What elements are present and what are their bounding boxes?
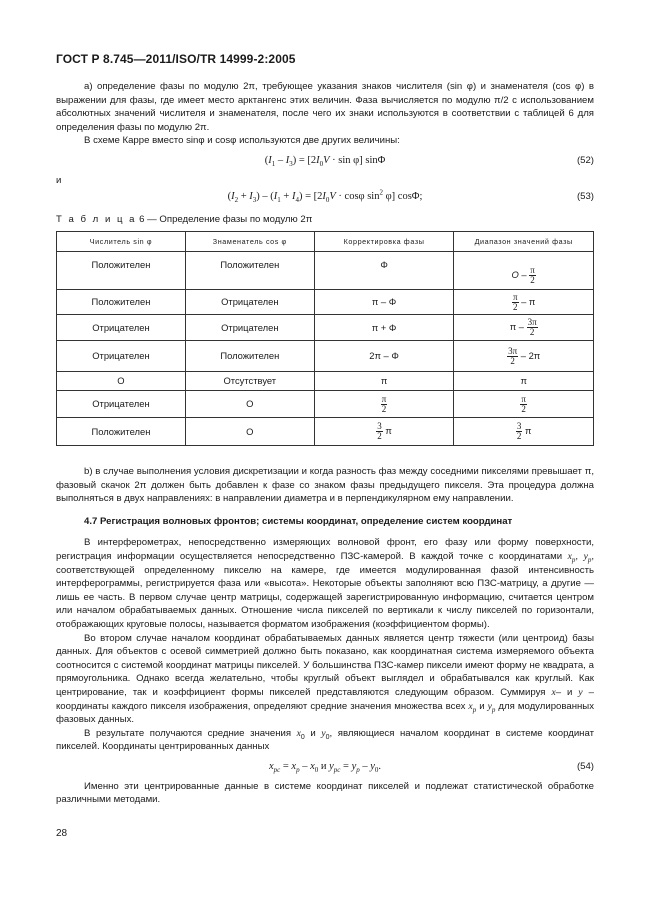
cell-num: Отрицателен xyxy=(57,391,186,418)
cell-range: π – $\frac{3\pi}{2}$ xyxy=(454,315,594,341)
cell-corr: π – Φ xyxy=(314,290,454,315)
cell-num: Положителен xyxy=(57,418,186,446)
cell-den: Отсутствует xyxy=(185,372,314,391)
paragraph-2: Во втором случае началом координат обрабатываемых данных является центр тяжести (или центроид) базы данных. Для объектов с осевой симметрией должно быть показано, как координатная система измеряемого объекта соотносится с системой координат матрицы пикселей. У большинства ПЗС-камер пиксели имеют форму не квадрата, а прямоугольника. Однако всегда желательно, чтобы круглый объект выглядел и обрабатывался как круглый. Как центрирование, так и коэффициент формы пикселей представляются следующим образом. Суммируя x– и y – координаты каждого пикселя изображения, определяют средние значения множества всех $x_p$ и $y_p$ для модулированных фазовых данных. xyxy=(56,632,594,726)
table-caption-word: Т а б л и ц а xyxy=(56,213,137,225)
cell-den: Положителен xyxy=(185,341,314,372)
para2-text-end: для модулированных фазовых данных. xyxy=(56,700,594,726)
paragraph-carre: В схеме Карре вместо sinφ и cosφ используются две других величины: xyxy=(84,135,400,147)
para3-text-start: В результате получаются средние значения xyxy=(84,727,297,739)
cell-range: O – $\frac{\pi}{2}$ xyxy=(454,252,594,290)
cell-num: Отрицателен xyxy=(57,315,186,341)
content-top xyxy=(56,80,594,446)
equation-53-number: (53) xyxy=(576,190,594,202)
conjunction: и xyxy=(56,174,62,186)
paragraph-b: b) в случае выполнения условия дискретизации и когда разность фаз между соседними пикселями превышает π, фазовый скачок 2π должен быть добавлен к фазе со знаком фазы предыдущего пикселя. Эта процедура должна выполняться в двух направлениях: в направлении диаметра и в перпендикулярном ему направлении. xyxy=(56,466,594,505)
paragraph-3: В результате получаются средние значения $x_0$ и $y_0$, являющиеся началом координат в системе координат пикселей. Координаты центрированных данных xyxy=(56,727,594,753)
section-title: 4.7 Регистрация волновых фронтов; системы координат, определение систем координат xyxy=(84,515,513,527)
page-number: 28 xyxy=(56,828,68,839)
para2-text-mid2: – координаты каждого пикселя изображения, определяют средние значения множества всех xyxy=(56,686,594,712)
cell-range: $\frac{\pi}{2}$ xyxy=(454,391,594,418)
table-row xyxy=(57,341,594,372)
cell-range: π xyxy=(454,372,594,391)
cell-num: Положителен xyxy=(57,290,186,315)
equation-53-formula: $(I_2 + I_3) - (I_1 + I_4) = [2I_0V \cdot \cos\varphi$ $\sin^2 \varphi$] cosΦ; xyxy=(227,188,423,204)
cell-range: $\frac{3}{2}$ π xyxy=(454,418,594,446)
table-caption xyxy=(56,213,594,227)
th-numerator: Числитель sin φ xyxy=(57,232,186,252)
cell-range: $\frac{3\pi}{2}$ – 2π xyxy=(454,341,594,372)
para2-text-start: Во втором случае началом координат обрабатываемых данных является центр тяжести (или центроид) базы данных. Для объектов с осевой симметрией должно быть показано, как координатная система измеряемого объекта соотносится с системой координат матрицы пикселей. У большинства ПЗС-камер пиксели имеют форму не квадрата, а прямоугольника. Однако всегда желательно, чтобы круглый объект выглядел и обрабатывался как круглый. Как центрирование, так и коэффициент формы пикселей представляются следующим образом. Суммируя xyxy=(56,632,594,698)
table-header-row xyxy=(57,232,594,252)
cell-den: О xyxy=(185,418,314,446)
cell-num: Отрицателен xyxy=(57,341,186,372)
para3-text-end: , являющиеся началом координат в системе координат пикселей. Координаты центрированных данных xyxy=(56,727,594,753)
equation-54-formula: $x_{pc} = x_p - x_0$ и $y_{pc} = y_p - y_0$. xyxy=(268,760,382,774)
paragraph-a: a) определение фазы по модулю 2π, требующее указания знаков числителя (sin φ) и знаменателя (cos φ) в выражении для фазы, где имеет место арктангенс этих величин. Фаза вычисляется по модулю π/2 с использованием абсолютных значений числителя и знаменателя, после чего их знаки используются в соответствии с таблицей 6 для определения фазы по модулю 2π. xyxy=(56,81,594,133)
equation-52 xyxy=(56,154,594,170)
paragraph-4: Именно эти центрированные данные в системе координат пикселей и подлежат статистической обработке различными методами. xyxy=(56,780,594,806)
table-row xyxy=(57,418,594,446)
table-row xyxy=(57,252,594,290)
cell-corr: Φ xyxy=(314,252,454,290)
th-correction: Корректировка фазы xyxy=(314,232,454,252)
cell-num: О xyxy=(57,372,186,391)
equation-53 xyxy=(56,190,594,206)
table-caption-text: 6 — Определение фазы по модулю 2π xyxy=(139,213,313,225)
th-denominator: Знаменатель cos φ xyxy=(185,232,314,252)
equation-52-formula: $(I_1 - I_3) = [2I_0V \cdot \sin \varphi]$ sinΦ xyxy=(264,154,386,169)
table-row xyxy=(57,391,594,418)
para1-text-end: , соответствующей определенному пикселю на камере, где имеется модулированная фазой интенсивность интерферограммы, регистрируется фаза или «высота». Некоторые объекты заполняют всю ПЗС-матрицу, а другие — лишь ее часть. В первом случае центр матрицы, содержащей зарегистрированную информацию, считается центром или началом обрабатываемых данных. Отношение числа пикселей по вертикали к числу пикселей по горизонтали, отображающих круговые полосы, называется форматом изображения (коэффициентом формы). xyxy=(56,550,594,630)
cell-den: Отрицателен xyxy=(185,315,314,341)
equation-54 xyxy=(56,760,594,776)
equation-54-number: (54) xyxy=(576,760,594,772)
th-range: Диапазон значений фазы xyxy=(454,232,594,252)
cell-corr: π xyxy=(314,372,454,391)
table-row xyxy=(57,372,594,391)
cell-corr: 2π – Φ xyxy=(314,341,454,372)
cell-corr: $\frac{3}{2}$ π xyxy=(314,418,454,446)
content-bottom xyxy=(56,465,594,807)
cell-num: Положителен xyxy=(57,252,186,290)
cell-range: $\frac{\pi}{2}$ – π xyxy=(454,290,594,315)
para2-text-mid: и xyxy=(561,686,579,698)
cell-corr: π + Φ xyxy=(314,315,454,341)
table-row xyxy=(57,290,594,315)
paragraph-1: В интерферометрах, непосредственно измеряющих волновой фронт, его фазу или форму поверхности, регистрация информации осуществляется непосредственно ПЗС-камерой. В каждой точке с координатами $x_p$, $y_p$, соответствующей определенному пикселю на камере, где имеется модулированная фазой интенсивность интерферограммы, регистрируется фаза или «высота». Некоторые объекты заполняют всю ПЗС-матрицу, а другие — лишь ее часть. В первом случае центр матрицы, содержащей зарегистрированную информацию, считается центром или началом обрабатываемых данных. Отношение числа пикселей по вертикали к числу пикселей по горизонтали, отображающих круговые полосы, называется форматом изображения (коэффициентом формы). xyxy=(56,537,594,630)
page-header: ГОСТ Р 8.745—2011/ISO/TR 14999-2:2005 xyxy=(56,52,296,66)
para2-text-mid3: и xyxy=(476,700,488,712)
para3-text-mid: и xyxy=(304,727,322,739)
cell-den: Положителен xyxy=(185,252,314,290)
phase-table xyxy=(56,231,594,446)
table-row xyxy=(57,315,594,341)
cell-den: Отрицателен xyxy=(185,290,314,315)
para1-text-start: В интерферометрах, непосредственно измеряющих волновой фронт, его фазу или форму поверхности, регистрация информации осуществляется непосредственно ПЗС-камерой. В каждой точке с координатами xyxy=(56,537,594,562)
equation-52-number: (52) xyxy=(576,154,594,166)
cell-corr: $\frac{\pi}{2}$ xyxy=(314,391,454,418)
cell-den: О xyxy=(185,391,314,418)
